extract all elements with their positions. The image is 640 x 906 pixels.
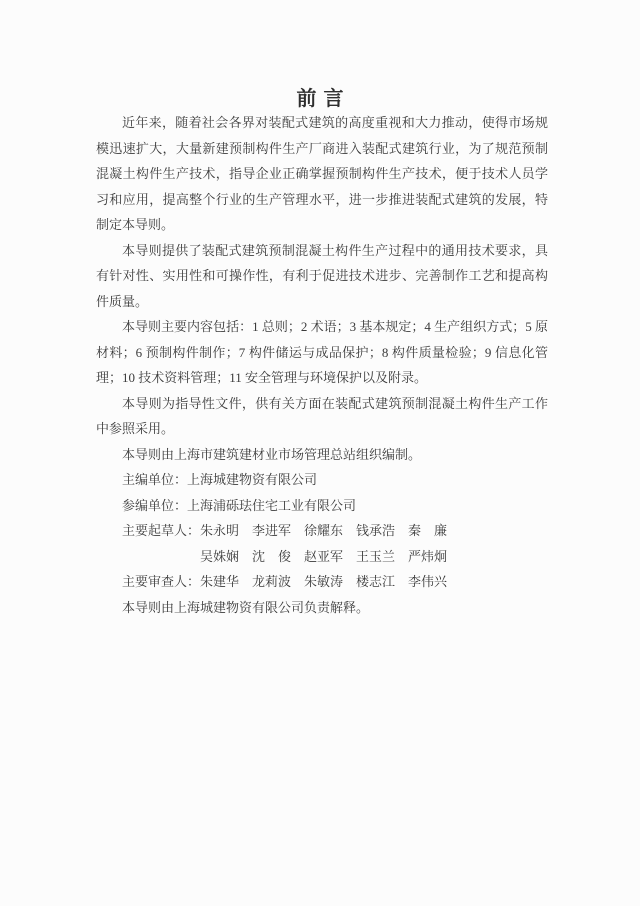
document-body — [96, 110, 548, 620]
chief-editor-value: 上海城建物资有限公司 — [187, 472, 318, 487]
co-editor-label: 参编单位： — [122, 497, 188, 513]
paragraph-intro: 近年来，随着社会各界对装配式建筑的高度重视和大力推动，使得市场规模迅速扩大，大量新建预制构件生产厂商进入装配式建筑行业，为了规范预制混凝土构件生产技术，指导企业正确掌握预制构件生产技术，便于技术人员学习和应用，提高整个行业的生产管理水平，进一步推进装配式建筑的发展，特制定本导则。 — [96, 115, 548, 232]
paragraph-organizer: 本导则由上海市建筑建材业市场管理总站组织编制。 — [122, 446, 422, 462]
paragraph-purpose: 本导则提供了装配式建筑预制混凝土构件生产过程中的通用技术要求，具有针对性、实用性和可操作性，有利于促进技术进步、完善制作工艺和提高构件质量。 — [96, 242, 548, 309]
co-editor-line — [96, 493, 548, 519]
reviewers-label: 主要审查人： — [122, 574, 201, 589]
interpretation-line: 本导则由上海城建物资有限公司负责解释。 — [122, 599, 370, 615]
drafters-names-row1: 朱永明 李进军 徐耀东 钱承浩 秦 廉 — [200, 523, 448, 538]
co-editor-value: 上海浦砾珐住宅工业有限公司 — [187, 497, 357, 513]
paragraph-contents-list: 本导则主要内容包括：1 总则；2 术语；3 基本规定；4 生产组织方式；5 原材料；6 预制构件制作；7 构件储运与成品保护；8 构件质量检验；9 信息化管理；10 技术资料管理；11 安全管理与环境保护以及附录。 — [96, 319, 548, 385]
drafters-names-row2: 吴姝娴 沈 俊 赵亚军 王玉兰 严炜炯 — [200, 548, 448, 564]
chief-editor-label: 主编单位： — [122, 472, 188, 487]
page-title: 前言 — [296, 88, 351, 110]
paragraph-guidance-note: 本导则为指导性文件，供有关方面在装配式建筑预制混凝土构件生产工作中参照采用。 — [96, 395, 548, 436]
reviewers-line — [96, 569, 548, 595]
reviewers-names-row: 朱建华 龙莉波 朱敏涛 楼志江 李伟兴 — [200, 574, 448, 589]
chief-editor-line — [96, 467, 548, 493]
drafters-line — [96, 518, 548, 544]
drafters-label: 主要起草人： — [122, 523, 201, 538]
